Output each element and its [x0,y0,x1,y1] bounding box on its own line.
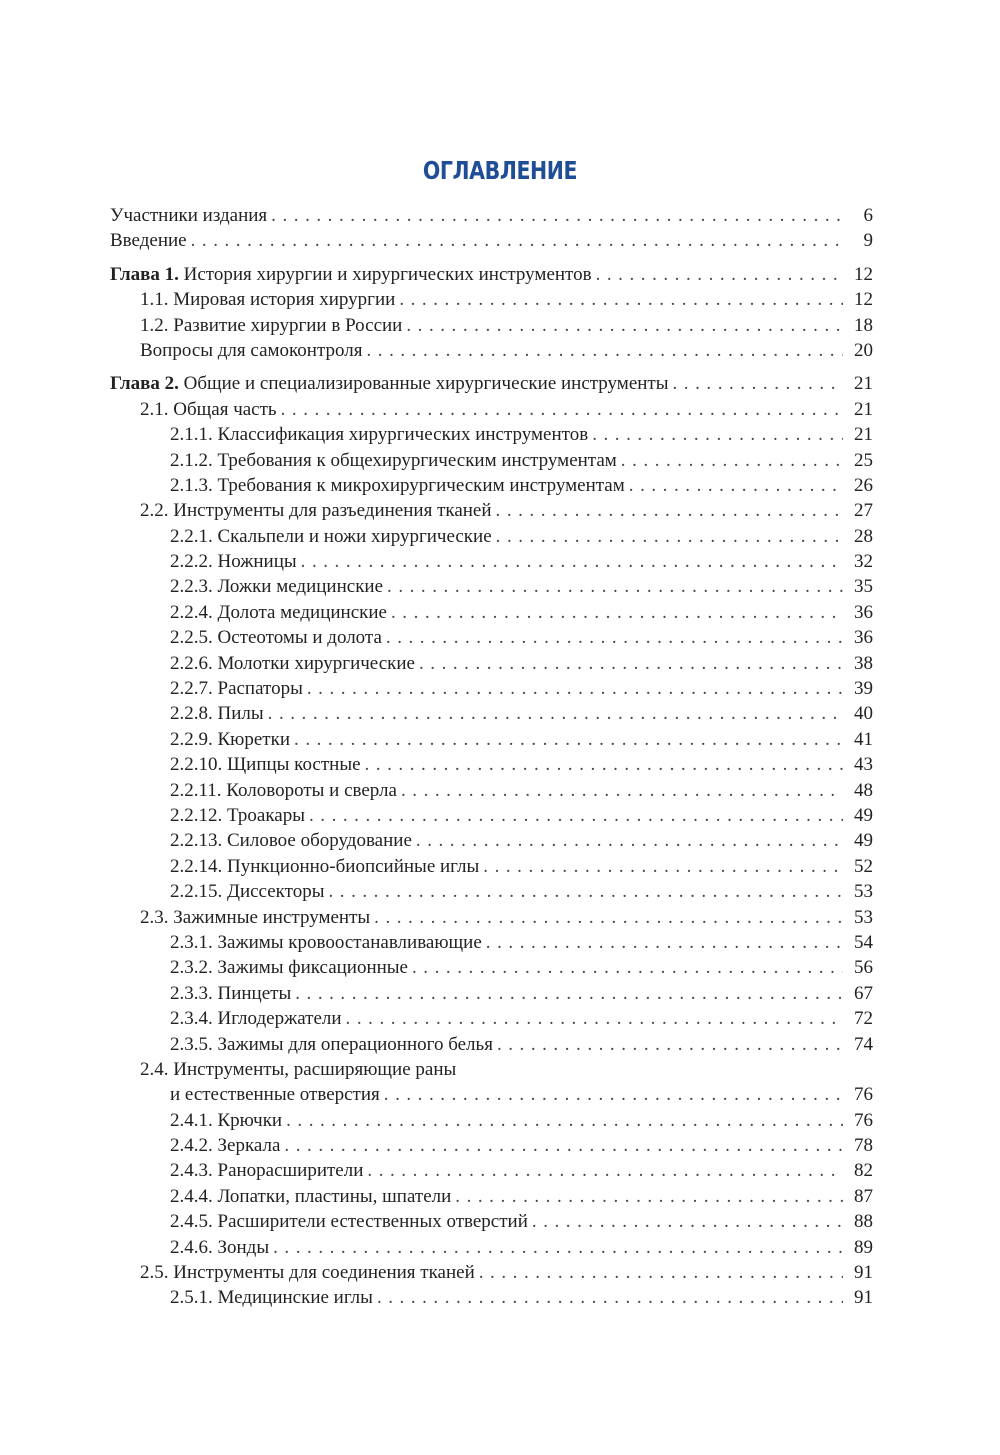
toc-entry-text: История хирургии и хирургических инструментов [178,263,592,285]
toc-entry[interactable] [110,1133,873,1158]
dot-leader [273,1235,843,1260]
page-number: 25 [854,449,873,471]
dot-leader [596,262,843,287]
toc-entry[interactable] [110,701,873,726]
chapter-prefix: Глава 1. [110,263,179,285]
toc-entry[interactable] [110,203,873,228]
toc-entry-label [170,651,415,676]
dot-leader [284,1133,843,1158]
page-number: 21 [854,398,873,420]
dot-leader [384,1082,843,1107]
toc-entry-label [140,498,492,523]
toc-entry-label [170,1133,280,1158]
toc-entry[interactable] [110,879,873,904]
dot-leader [483,854,843,879]
toc-entry-text: 2.1.3. Требования к микрохирургическим инструментам [170,474,625,496]
toc-entry-label [170,727,290,752]
toc-entry-label [170,574,383,599]
dot-leader [271,203,843,228]
toc-entry[interactable] [110,1158,873,1183]
toc-entry-label [170,422,588,447]
toc-entry-text: 2.4. Инструменты, расширяющие раны [140,1058,457,1080]
toc-entry-text: 2.4.1. Крючки [170,1109,283,1131]
toc-entry-text: 2.1. Общая часть [140,398,277,420]
toc-entry[interactable] [110,448,873,473]
dot-leader [365,752,843,777]
toc-entry-text: 2.4.3. Ранорасширители [170,1160,364,1182]
toc-entry-text: и естественные отверстия [170,1084,380,1106]
toc-entry-label [170,524,492,549]
toc-entry-text: 2.2.14. Пункционно-биопсийные иглы [170,855,480,877]
page-number: 82 [854,1160,873,1182]
toc-entry[interactable] [110,498,873,523]
toc-entry-text: 2.2.15. Диссекторы [170,881,325,903]
dot-leader [281,397,843,422]
toc-entry[interactable] [110,955,873,980]
toc-entry[interactable] [110,1032,873,1057]
toc-entry-text: Общие и специализированные хирургические инструменты [178,373,669,395]
dot-leader [377,1285,843,1310]
toc-entry-label [170,955,408,980]
toc-entry[interactable] [110,1108,873,1133]
toc-entry-text: 2.4.6. Зонды [170,1236,270,1258]
page-number: 48 [854,779,873,801]
page-number: 18 [854,314,873,336]
toc-entry-text: 2.4.5. Расширители естественных отверстий [170,1211,528,1233]
dot-leader [455,1184,843,1209]
page-number: 91 [854,1262,873,1284]
toc-entry-label [110,262,592,287]
toc-entry[interactable] [110,651,873,676]
page-number: 20 [854,339,873,361]
toc-entry-label [110,203,267,228]
toc-entry-text: Вопросы для самоконтроля [140,339,363,361]
dot-leader [286,1108,843,1133]
page-number: 36 [854,627,873,649]
dot-leader [386,625,843,650]
dot-leader [629,473,843,498]
dot-leader [309,803,843,828]
toc-entry[interactable] [110,262,873,287]
toc-entry-text: 2.2.11. Коловороты и сверла [170,779,397,801]
toc-entry[interactable] [110,524,873,549]
dot-leader [497,1032,843,1057]
toc-entry[interactable] [110,397,873,422]
page-number: 43 [854,754,873,776]
page-number: 91 [854,1287,873,1309]
dot-leader [387,574,843,599]
toc-entry[interactable] [110,1184,873,1209]
page-number: 72 [854,1008,873,1030]
toc-entry-label [170,1006,342,1031]
dot-leader [401,778,843,803]
dot-leader [592,422,843,447]
dot-leader [532,1209,843,1234]
toc-entry[interactable] [110,313,873,338]
toc-entry-label [140,313,402,338]
toc-entry-label [170,778,397,803]
dot-leader [406,313,843,338]
toc-entry-text: 2.2.1. Скальпели и ножи хирургические [170,525,492,547]
page-number: 32 [854,551,873,573]
toc-entry-label [170,473,625,498]
dot-leader [294,727,843,752]
toc-entry-label [170,930,482,955]
toc-entry[interactable] [110,574,873,599]
dot-leader [621,448,843,473]
page-number: 12 [854,263,873,285]
page-number: 39 [854,678,873,700]
toc-entry-text: 2.3.3. Пинцеты [170,982,292,1004]
page-number: 53 [854,906,873,928]
page-number: 78 [854,1135,873,1157]
dot-leader [307,676,843,701]
toc-entry-text: 2.2.10. Щипцы костные [170,754,361,776]
dot-leader [416,828,843,853]
toc-entry-label [170,981,291,1006]
page-number: 56 [854,957,873,979]
toc-entry[interactable] [110,1235,873,1260]
toc-entry-label [170,1184,451,1209]
toc-entry-text: 2.3.1. Зажимы кровоостанавливающие [170,931,482,953]
toc-entry-text: 2.3.4. Иглодержатели [170,1008,342,1030]
toc-entry-label [170,752,361,777]
toc-entry-text: 2.5. Инструменты для соединения тканей [140,1262,475,1284]
toc-entry-label [170,1158,363,1183]
toc-entry-text: 2.3. Зажимные инструменты [140,906,371,928]
toc-entry-text: 2.2.3. Ложки медицинские [170,576,384,598]
dot-leader [268,701,843,726]
page-number: 38 [854,652,873,674]
toc-entry[interactable] [110,727,873,752]
toc-entry[interactable] [110,1057,873,1082]
toc-entry[interactable] [110,752,873,777]
page-number: 27 [854,500,873,522]
chapter-prefix: Глава 2. [110,373,179,395]
toc-entry-label [170,1032,493,1057]
page-number: 74 [854,1033,873,1055]
toc-entry-label [140,397,277,422]
toc-entry-label [110,371,669,396]
dot-leader [479,1260,843,1285]
dot-leader [486,930,843,955]
page-number: 67 [854,982,873,1004]
dot-leader [391,600,843,625]
toc-entry[interactable] [110,228,873,253]
toc-entry-label [140,1260,475,1285]
toc-entry-label [170,676,303,701]
toc-entry[interactable] [110,625,873,650]
toc-entry-label [140,905,370,930]
page-number: 41 [854,728,873,750]
toc-entry[interactable] [110,1285,873,1310]
toc-entry[interactable] [110,549,873,574]
page-title: ОГЛАВЛЕНИЕ [422,156,578,185]
toc-entry-text: 2.4.4. Лопатки, пластины, шпатели [170,1185,452,1207]
toc-entry-label [170,1082,380,1107]
toc-entry-label [110,228,187,253]
toc-entry[interactable] [110,1006,873,1031]
page-number: 35 [854,576,873,598]
toc-entry-label [170,549,297,574]
toc-entry-text: 2.1.1. Классификация хирургических инструментов [170,424,589,446]
toc-entry[interactable] [110,600,873,625]
toc-entry[interactable] [110,930,873,955]
toc-entry[interactable] [110,803,873,828]
toc-entry-text: Участники издания [110,205,268,226]
toc-entry-label [170,854,479,879]
toc-entry-label [140,1057,456,1082]
page-number: 54 [854,931,873,953]
toc-entry-text: 2.4.2. Зеркала [170,1135,281,1157]
dot-leader [191,228,843,253]
toc-entry-text: 2.3.2. Зажимы фиксационные [170,957,408,979]
page-number: 36 [854,601,873,623]
toc-entry-text: 2.2.4. Долота медицинские [170,601,387,623]
toc-entry-label [170,701,264,726]
dot-leader [295,981,843,1006]
page-number: 40 [854,703,873,725]
page-number: 26 [854,474,873,496]
dot-leader [673,371,844,396]
toc-entry-label [170,625,382,650]
toc-entry-text: Введение [110,230,187,252]
toc-entry-label [170,1108,282,1133]
toc-entry-text: 2.5.1. Медицинские иглы [170,1287,373,1309]
toc-entry-text: 2.2.7. Распаторы [170,678,303,700]
page-number: 76 [854,1084,873,1106]
toc-entry-text: 2.2.6. Молотки хирургические [170,652,415,674]
dot-leader [496,524,843,549]
toc-entry[interactable] [110,778,873,803]
toc-entry[interactable] [110,981,873,1006]
page-number: 21 [854,373,873,395]
page-number: 6 [863,205,873,226]
toc-entry-text: 2.3.5. Зажимы для операционного белья [170,1033,493,1055]
toc-entry-text: 1.1. Мировая история хирургии [140,289,396,311]
toc-entry-label [170,803,305,828]
toc-entry-text: 1.2. Развитие хирургии в России [140,314,403,336]
toc-entry-label [140,338,362,363]
dot-leader [346,1006,843,1031]
page-number: 52 [854,855,873,877]
page-number: 49 [854,830,873,852]
page-number: 28 [854,525,873,547]
page-number: 88 [854,1211,873,1233]
toc-entry[interactable] [110,1209,873,1234]
dot-leader [374,905,843,930]
page-number: 9 [863,230,873,252]
toc-entry-text: 2.2. Инструменты для разъединения тканей [140,500,492,522]
dot-leader [399,287,843,312]
dot-leader [301,549,843,574]
toc-entry-label [170,448,617,473]
toc-entry-text: 2.2.2. Ножницы [170,551,297,573]
page-number: 21 [854,424,873,446]
dot-leader [367,1158,843,1183]
dot-leader [366,338,843,363]
toc-entry-text: 2.1.2. Требования к общехирургическим инструментам [170,449,617,471]
table-of-contents [110,203,873,1311]
toc-entry-label [170,1209,528,1234]
toc-entry-text: 2.2.5. Остеотомы и долота [170,627,382,649]
toc-entry-label [170,1235,269,1260]
page-number: 87 [854,1185,873,1207]
toc-entry[interactable] [110,828,873,853]
toc-entry-label [170,1285,373,1310]
toc-entry[interactable] [110,1260,873,1285]
toc-entry[interactable] [110,473,873,498]
dot-leader [419,651,843,676]
toc-entry-label [170,600,387,625]
page-number: 76 [854,1109,873,1131]
toc-entry-label [170,879,324,904]
toc-entry[interactable] [110,338,873,363]
page-number: 53 [854,881,873,903]
toc-entry-text: 2.2.12. Троакары [170,804,305,826]
toc-entry[interactable] [110,287,873,312]
dot-leader [328,879,843,904]
toc-entry[interactable] [110,905,873,930]
toc-entry[interactable] [110,1082,873,1107]
toc-entry-text: 2.2.13. Силовое оборудование [170,830,412,852]
toc-entry[interactable] [110,371,873,396]
page-number: 12 [854,289,873,311]
toc-entry[interactable] [110,854,873,879]
toc-entry[interactable] [110,676,873,701]
page-number: 89 [854,1236,873,1258]
dot-leader [412,955,843,980]
dot-leader [496,498,843,523]
toc-entry[interactable] [110,422,873,447]
page-number: 49 [854,804,873,826]
toc-entry-label [170,828,412,853]
toc-entry-text: 2.2.9. Кюретки [170,728,291,750]
toc-entry-text: 2.2.8. Пилы [170,703,264,725]
toc-entry-label [140,287,395,312]
